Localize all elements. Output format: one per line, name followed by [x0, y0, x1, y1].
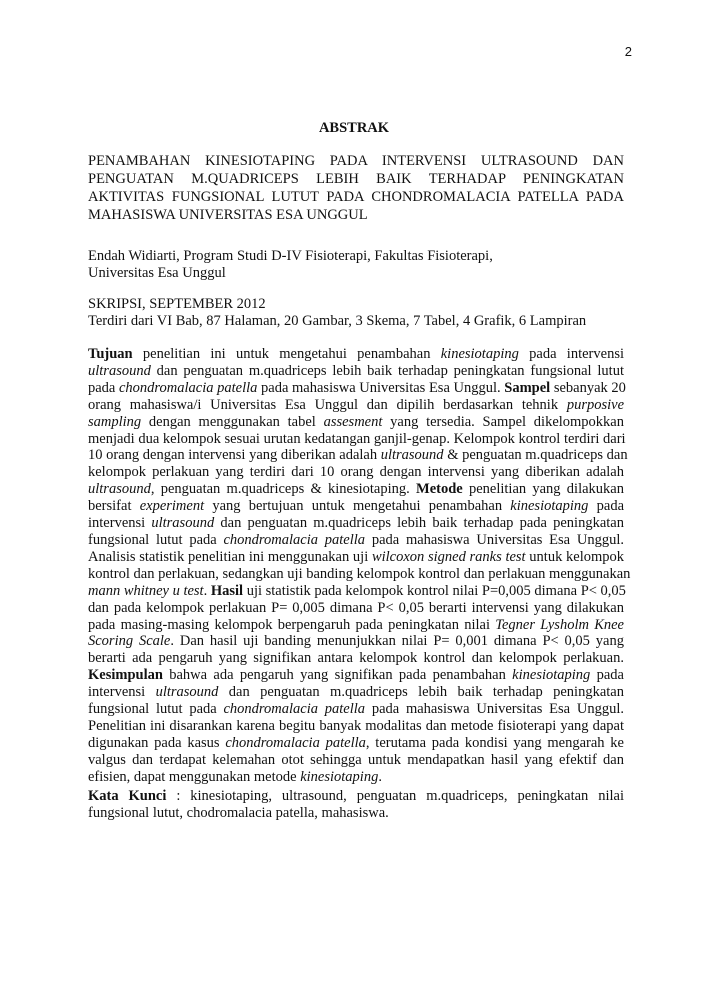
abstract-text: yang tersedia. Sampel dikelompokkan — [382, 413, 624, 430]
abstract-text: pada masing-masing kelompok berpengaruh pada peningkatan nilai — [88, 616, 496, 633]
abstract-text: intervensi — [88, 684, 156, 701]
abstract-line — [88, 431, 624, 448]
abstract-text: fungsional lutut pada — [88, 531, 224, 548]
abstract-line — [88, 397, 624, 414]
italic-term: kinesiotaping — [512, 667, 591, 684]
abstract-text: Penelitian ini disarankan karena begitu banyak modalitas dan metode fisioterapi yang dapat — [88, 717, 624, 734]
abstract-line — [88, 650, 624, 667]
abstract-text: digunakan pada kasus — [88, 734, 226, 751]
abstract-line — [88, 684, 624, 701]
title-line: AKTIVITAS FUNGSIONAL LUTUT PADA CHONDROMALACIA PATELLA PADA — [88, 189, 624, 205]
abstract-text: dan penguatan m.quadriceps lebih baik terhadap pada peningkatan — [214, 515, 624, 532]
abstract-line — [88, 617, 624, 634]
keywords-block — [88, 788, 624, 822]
abstract-text: dan penguatan m.quadriceps lebih baik terhadap peningkatan fungsional lutut — [150, 362, 624, 379]
abstract-line — [88, 735, 624, 752]
abstract-line — [88, 515, 624, 532]
italic-term: sampling — [88, 413, 142, 430]
abstract-text: yang bertujuan untuk mengetahui penambahan — [204, 498, 511, 515]
italic-term: experiment — [139, 498, 205, 515]
abstract-line — [88, 363, 624, 380]
italic-term: kinesiotaping — [510, 498, 589, 515]
abstract-text: Analisis statistik penelitian ini menggunakan uji — [88, 548, 372, 565]
abstract-text: bersifat — [88, 498, 140, 515]
abstract-text: . Dan hasil uji banding menunjukkan nilai P= 0,001 dimana P< 0,05 yang — [170, 633, 624, 650]
abstract-text: & penguatan m.quadriceps dan — [443, 447, 628, 464]
abstract-text: pada — [590, 667, 624, 684]
abstract-line — [88, 718, 624, 735]
italic-term: Tegner Lysholm Knee — [495, 616, 624, 633]
section-label: Kesimpulan — [88, 667, 163, 684]
abstract-line — [88, 549, 624, 566]
keywords-line: fungsional lutut, chodromalacia patella, mahasiswa. — [88, 805, 389, 821]
italic-term: assesment — [323, 413, 383, 430]
abstract-line — [88, 346, 624, 363]
author-line: Endah Widiarti, Program Studi D-IV Fisioterapi, Fakultas Fisioterapi, — [88, 248, 493, 264]
keywords-label: Kata Kunci — [88, 788, 167, 804]
italic-term: chondromalacia patella — [225, 734, 366, 751]
abstract-text: pada mahasiswa Universitas Esa Unggul. — [365, 701, 624, 718]
title-line: PENAMBAHAN KINESIOTAPING PADA INTERVENSI ULTRASOUND DAN — [88, 153, 624, 169]
thesis-info — [88, 296, 624, 330]
thesis-date: SKRIPSI, SEPTEMBER 2012 — [88, 296, 266, 312]
abstract-text: . — [378, 768, 382, 785]
abstract-text: uji statistik pada kelompok kontrol nilai P=0,005 dimana P< 0,05 — [243, 582, 626, 599]
abstract-line — [88, 565, 631, 583]
italic-term: mann whitney u test — [88, 582, 204, 599]
abstract-text: fungsional lutut pada — [88, 701, 224, 718]
title-line: PENGUATAN M.QUADRICEPS LEBIH BAIK TERHADAP PENINGKATAN — [88, 171, 624, 187]
abstract-line — [88, 583, 624, 600]
thesis-contents: Terdiri dari VI Bab, 87 Halaman, 20 Gambar, 3 Skema, 7 Tabel, 4 Grafik, 6 Lampiran — [88, 313, 587, 329]
abstract-text: dan penguatan m.quadriceps lebih baik terhadap peningkatan — [218, 684, 624, 701]
abstract-text: bahwa ada pengaruh yang signifikan pada penambahan — [162, 667, 513, 684]
italic-term: kinesiotaping — [300, 768, 379, 785]
italic-term: ultrasound — [88, 481, 151, 498]
abstract-text: penelitian ini untuk mengetahui penambahan — [132, 346, 441, 362]
abstract-line — [88, 701, 624, 718]
abstract-line — [88, 633, 624, 650]
abstract-line — [88, 414, 624, 431]
abstract-text: pada mahasiswa Universitas Esa Unggul. — [257, 379, 505, 396]
abstract-text: pada intervensi — [518, 346, 624, 362]
abstract-body — [88, 346, 631, 786]
abstract-line — [88, 752, 624, 769]
abstract-text: . — [203, 582, 211, 599]
author-block — [88, 248, 624, 282]
abstract-text: berarti ada pengaruh yang signifikan antara kelompok kontrol dan kelompok perlakuan. — [88, 650, 624, 667]
abstract-text: intervensi — [88, 515, 152, 532]
abstract-heading: ABSTRAK — [318, 120, 390, 136]
abstract-line — [88, 600, 624, 617]
abstract-text: , terutama pada kondisi yang mengarah ke — [365, 734, 624, 751]
italic-term: wilcoxon signed ranks test — [371, 548, 526, 565]
abstract-text: 10 orang dengan intervensi yang diberikan adalah — [88, 447, 381, 464]
abstract-text: pada mahasiswa Universitas Esa Unggul. — [365, 531, 624, 548]
author-affiliation: Universitas Esa Unggul — [88, 265, 226, 281]
abstract-line — [88, 464, 624, 481]
abstract-line — [88, 498, 624, 515]
abstract-text: pada — [88, 379, 119, 396]
abstract-text: penelitian yang dilakukan — [462, 481, 624, 498]
abstract-text: , penguatan m.quadriceps & kinesiotaping. — [150, 481, 417, 498]
abstract-text: dan pada kelompok perlakuan P= 0,005 dimana P< 0,05 berarti intervensi yang dilakukan — [88, 599, 624, 616]
italic-term: Scoring Scale — [88, 633, 171, 650]
abstract-text: dengan menggunakan tabel — [141, 413, 324, 430]
abstract-text: orang mahasiswa/i Universitas Esa Unggul dan dipilih berdasarkan tehnik — [88, 396, 567, 413]
abstract-line — [88, 447, 628, 464]
abstract-line — [88, 532, 624, 549]
section-label: Sampel — [504, 379, 551, 396]
abstract-text: kelompok perlakuan yang terdiri dari 10 orang dengan intervensi yang diberikan adalah — [88, 464, 624, 481]
keywords-line — [88, 788, 624, 805]
abstract-text: kontrol dan perlakuan, sedangkan uji banding kelompok kontrol dan perlakuan menggunakan — [88, 565, 631, 582]
abstract-line — [88, 481, 624, 498]
abstract-text: menjadi dua kelompok sesuai urutan kedatangan ganjil-genap. Kelompok kontrol terdiri dari — [88, 430, 626, 447]
italic-term: chondromalacia patella — [223, 701, 366, 718]
italic-term: ultrasound — [155, 684, 219, 701]
keywords-text: : kinesiotaping, ultrasound, penguatan m.quadriceps, peningkatan nilai — [166, 788, 624, 804]
italic-term: kinesiotaping — [440, 346, 519, 362]
abstract-line — [88, 667, 624, 684]
section-label: Metode — [416, 481, 463, 498]
italic-term: chondromalacia patella — [223, 531, 366, 548]
italic-term: purposive — [566, 396, 624, 413]
italic-term: ultrasound — [380, 447, 444, 464]
abstract-text: efisien, dapat menggunakan metode — [88, 768, 301, 785]
abstract-text: pada — [588, 498, 625, 515]
italic-term: chondromalacia patella — [119, 379, 258, 396]
italic-term: ultrasound — [151, 515, 215, 532]
page-number: 2 — [624, 44, 632, 59]
italic-term: ultrasound — [88, 362, 151, 379]
title-line: MAHASISWA UNIVERSITAS ESA UNGGUL — [88, 207, 368, 223]
abstract-text: untuk kelompok — [525, 548, 625, 565]
abstract-line — [88, 769, 624, 786]
abstract-line — [88, 380, 624, 397]
abstract-text: valgus dan terdapat kelemahan otot sehingga untuk mendapatkan hasil yang efektif dan — [88, 751, 624, 768]
section-label: Hasil — [210, 582, 244, 599]
section-label: Tujuan — [88, 346, 133, 362]
thesis-title — [88, 152, 624, 224]
abstract-text: sebanyak 20 — [550, 379, 626, 396]
